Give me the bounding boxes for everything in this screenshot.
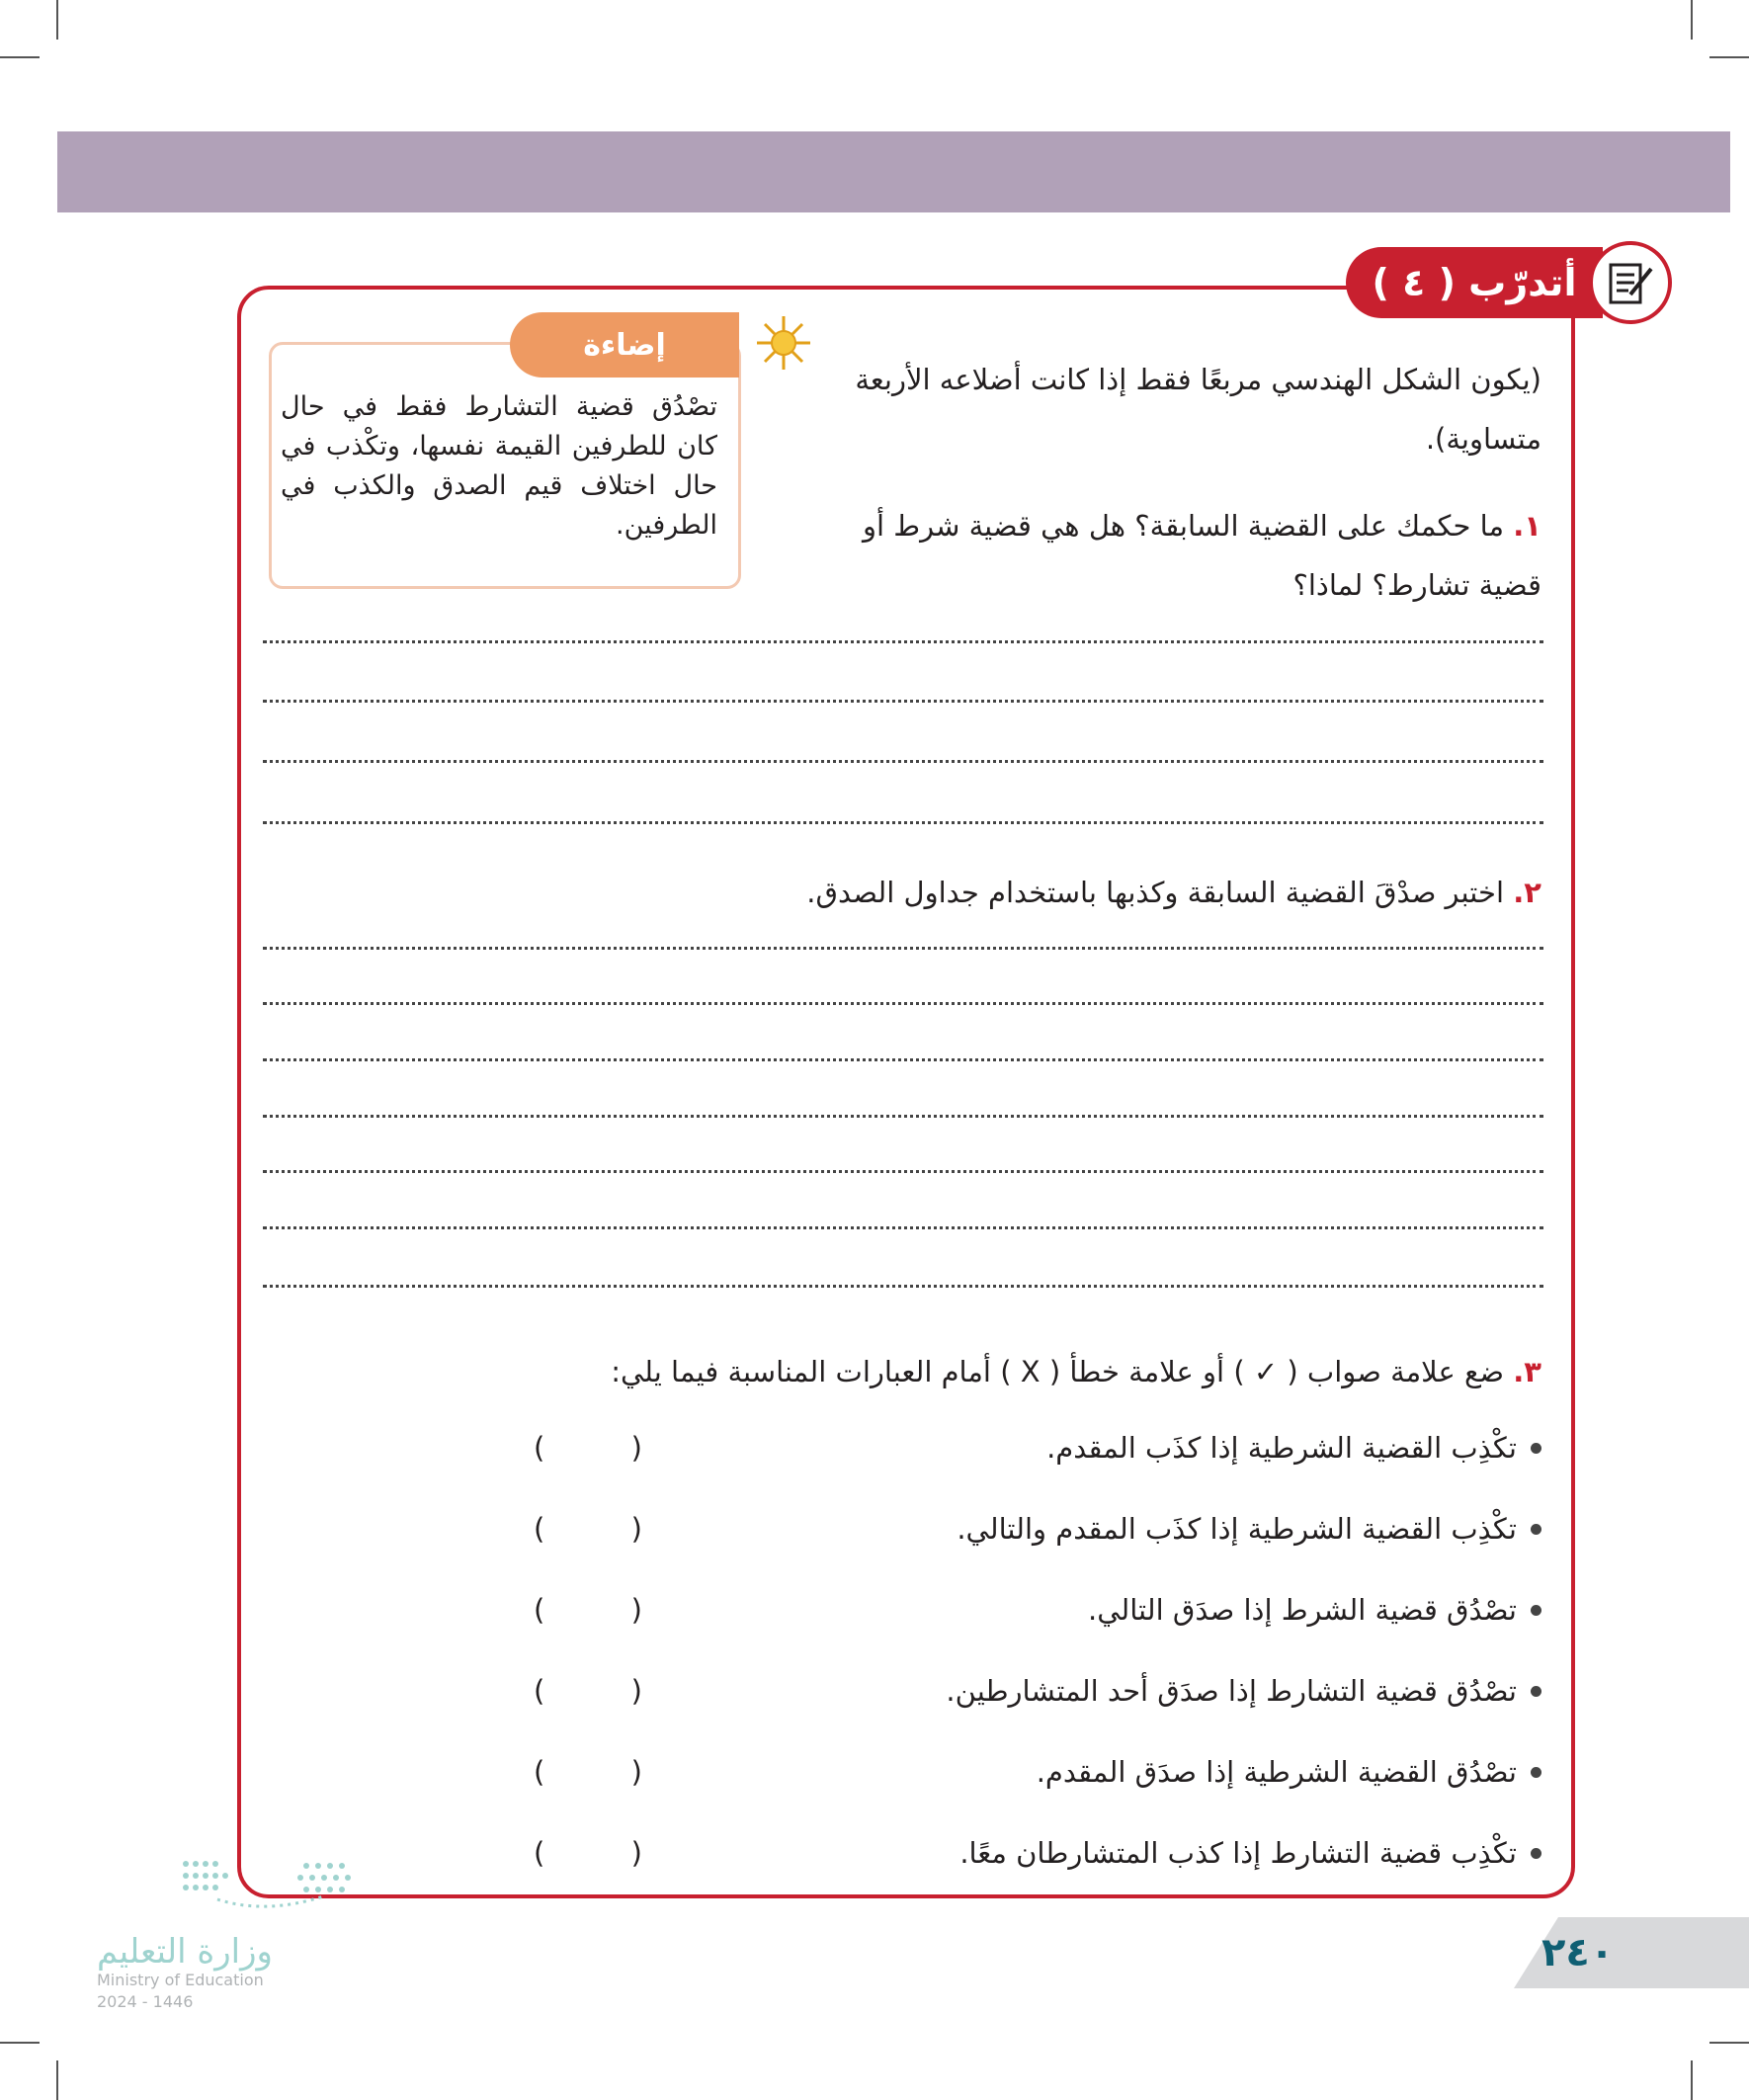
edition-year: 2024 - 1446 bbox=[97, 1992, 194, 2011]
answer-line[interactable] bbox=[263, 821, 1543, 824]
answer-line[interactable] bbox=[263, 947, 1543, 950]
question-number: ٢. bbox=[1513, 876, 1541, 909]
answer-line[interactable] bbox=[263, 640, 1543, 643]
ministry-name-en: Ministry of Education bbox=[97, 1971, 264, 1989]
statement-text: تكْذِب القضية الشرطية إذا كذَب المقدم والتالي. bbox=[957, 1512, 1517, 1546]
crop-mark bbox=[0, 56, 40, 58]
answer-line[interactable] bbox=[263, 1058, 1543, 1061]
notepad-pencil-icon bbox=[1589, 241, 1672, 324]
crop-mark bbox=[56, 0, 58, 40]
ministry-name-ar: وزارة التعليم bbox=[97, 1932, 273, 1972]
statement-text: تصْدُق القضية الشرطية إذا صدَق المقدم. bbox=[1036, 1755, 1517, 1789]
statement-item bbox=[946, 1674, 1541, 1708]
question-number: ٣. bbox=[1513, 1355, 1541, 1388]
statement-text: تكْذِب قضية التشارط إذا كذب المتشارطان معًا. bbox=[959, 1836, 1517, 1870]
answer-line[interactable] bbox=[263, 1285, 1543, 1288]
bullet-icon bbox=[1531, 1524, 1541, 1535]
crop-mark bbox=[1709, 2042, 1749, 2044]
answer-parens[interactable]: ( ) bbox=[534, 1512, 642, 1546]
question-text: ضع علامة صواب ( ✓ ) أو علامة خطأ ( X ) أمام العبارات المناسبة فيما يلي: bbox=[611, 1355, 1505, 1388]
question-text: اختبر صدْقَ القضية السابقة وكذبها باستخدام جداول الصدق. bbox=[806, 876, 1505, 909]
answer-line[interactable] bbox=[263, 1226, 1543, 1229]
bullet-icon bbox=[1531, 1443, 1541, 1454]
crop-mark bbox=[1709, 56, 1749, 58]
bullet-icon bbox=[1531, 1605, 1541, 1616]
statement-item bbox=[959, 1836, 1541, 1870]
page-number: ٢٤٠ bbox=[1541, 1930, 1615, 1975]
statement-text: تصْدُق قضية التشارط إذا صدَق أحد المتشارطين. bbox=[946, 1674, 1517, 1708]
intro-text: (يكون الشكل الهندسي مربعًا فقط إذا كانت أضلاعه الأربعة متساوية). bbox=[855, 363, 1541, 456]
answer-line[interactable] bbox=[263, 700, 1543, 703]
statement-item bbox=[957, 1512, 1541, 1546]
ministry-logo-icon bbox=[178, 1856, 356, 1919]
answer-line[interactable] bbox=[263, 1002, 1543, 1005]
question-2 bbox=[806, 863, 1541, 922]
crop-mark bbox=[1691, 0, 1693, 40]
crop-mark bbox=[1691, 2060, 1693, 2100]
statement-item bbox=[1088, 1593, 1541, 1627]
statement-item bbox=[1037, 1755, 1541, 1789]
answer-line[interactable] bbox=[263, 760, 1543, 763]
statement-text: تصْدُق قضية الشرط إذا صدَق التالي. bbox=[1087, 1593, 1517, 1627]
exercise-title: أتدرّب ( ٤ ) bbox=[1346, 247, 1603, 318]
answer-parens[interactable]: ( ) bbox=[534, 1431, 642, 1465]
header-band bbox=[57, 131, 1730, 212]
question-3 bbox=[611, 1342, 1541, 1401]
crop-mark bbox=[0, 2042, 40, 2044]
answer-parens[interactable]: ( ) bbox=[534, 1755, 642, 1789]
statement-text: تكْذِب القضية الشرطية إذا كذَب المقدم. bbox=[1046, 1431, 1517, 1465]
bullet-icon bbox=[1531, 1767, 1541, 1778]
question-number: ١. bbox=[1513, 509, 1541, 543]
answer-line[interactable] bbox=[263, 1115, 1543, 1118]
crop-mark bbox=[56, 2060, 58, 2100]
question-1 bbox=[830, 496, 1541, 615]
answer-parens[interactable]: ( ) bbox=[534, 1836, 642, 1870]
tip-label: إضاءة bbox=[510, 312, 739, 378]
sun-icon bbox=[755, 314, 812, 376]
bullet-icon bbox=[1531, 1686, 1541, 1697]
question-text: ما حكمك على القضية السابقة؟ هل هي قضية شرط أو قضية تشارط؟ لماذا؟ bbox=[862, 509, 1541, 602]
answer-parens[interactable]: ( ) bbox=[534, 1674, 642, 1708]
bullet-icon bbox=[1531, 1848, 1541, 1859]
tip-text: تصْدُق قضية التشارط فقط في حال كان للطرفين القيمة نفسها، وتكْذب في حال اختلاف قيم الصدق والكذب في الطرفين. bbox=[281, 391, 717, 541]
statement-item bbox=[1046, 1431, 1541, 1465]
answer-line[interactable] bbox=[263, 1170, 1543, 1173]
answer-parens[interactable]: ( ) bbox=[534, 1593, 642, 1627]
